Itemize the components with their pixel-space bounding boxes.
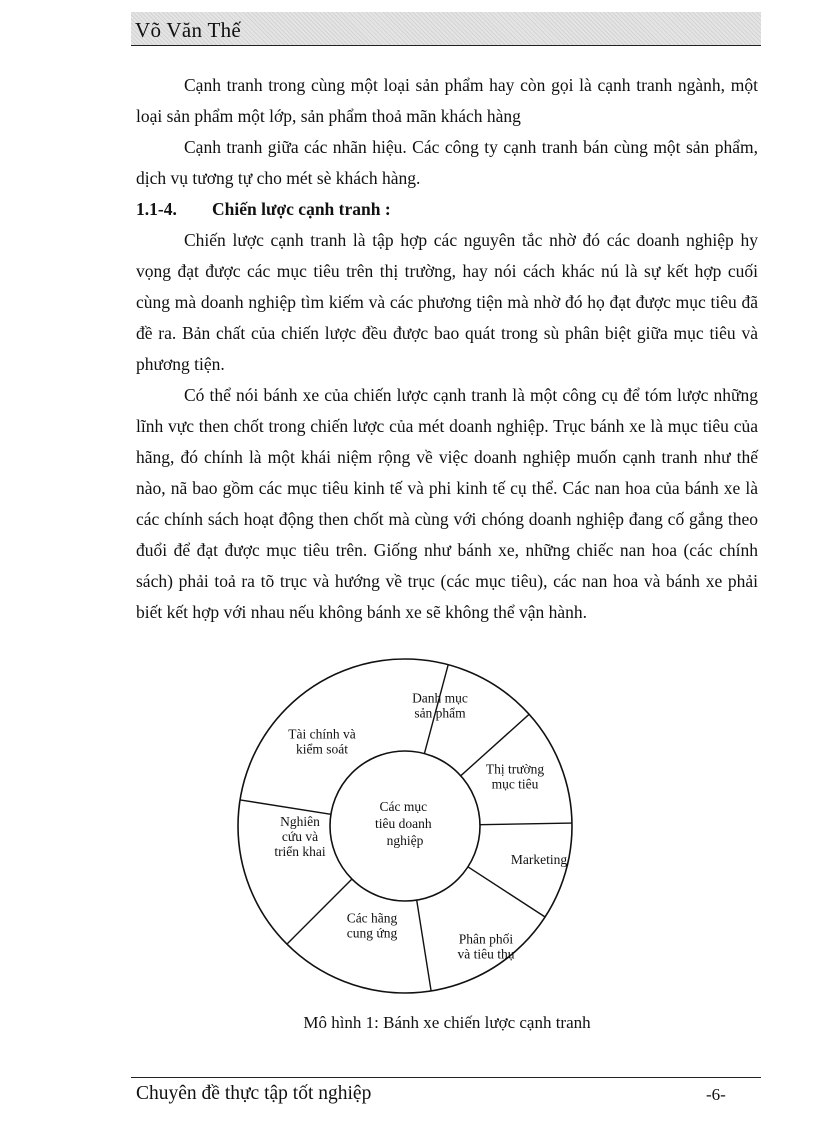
segment-label-line: Các hãng	[346, 910, 398, 926]
segment-label-line: Danh mục	[412, 690, 468, 706]
segment-label	[412, 691, 468, 721]
segment-label	[274, 814, 326, 859]
wheel-spoke	[480, 823, 572, 825]
paragraph: Cạnh tranh giữa các nhãn hiệu. Các công ty cạnh tranh bán cùng một sản phẩm, dịch vụ tương tự cho mét sè khách hàng.	[136, 137, 758, 188]
segment-label-line: Phân phối	[458, 931, 514, 947]
page-header	[131, 12, 761, 46]
segment-label	[511, 852, 567, 867]
body-text-bottom	[136, 225, 758, 628]
segment-label	[347, 911, 398, 941]
wheel-spoke	[417, 900, 431, 991]
footer-title: Chuyên đề thực tập tốt nghiệp	[136, 1083, 372, 1104]
segment-label-line: và tiêu thụ	[457, 946, 515, 962]
segment-label	[486, 762, 545, 792]
segment-label-line: kiểm soát	[295, 741, 349, 757]
paragraph: Có thể nói bánh xe của chiến lược cạnh tranh là một công cụ để tóm lược những lĩnh vực then chốt trong chiến lược của mét doanh nghiệp. Trục bánh xe là mục tiêu của hãng, đó chính là một khái niệm rộng về việc doanh nghiệp muốn cạnh tranh như thế nào, nã bao gồm các mục tiêu kinh tế và phi kinh tế cụ thể. Các nan hoa của bánh xe là các chính sách hoạt động then chốt mà cùng với chóng doanh nghiệp đang cố gắng theo đuổi để đạt được mục tiêu trên. Giống như bánh xe, những chiếc nan hoa (các chính sách) phải toả ra tõ trục và hướng về trục (các mục tiêu), các nan hoa và bánh xe phải biết kết hợp với nhau nếu không bánh xe sẽ không thể vận hành.	[136, 385, 758, 622]
section-heading	[136, 194, 758, 225]
segment-label-line: cứu và	[281, 829, 319, 844]
wheel-spoke	[468, 867, 545, 917]
hub-label-line: Các mục	[379, 799, 428, 814]
segment-label-line: Tài chính và	[288, 726, 356, 742]
page-number: -6-	[706, 1085, 726, 1104]
segment-label-line: Marketing	[510, 852, 568, 867]
segment-label-line: cung ứng	[346, 925, 398, 941]
header-author: Võ Văn Thế	[135, 18, 242, 42]
hub-label-line: tiêu doanh	[375, 816, 432, 831]
segment-label-line: Nghiên	[280, 814, 320, 829]
paragraph: Chiến lược cạnh tranh là tập hợp các nguyên tắc nhờ đó các doanh nghiệp hy vọng đạt được các mục tiêu trên thị trường, hay nói cách khác nú là sự kết hợp cuối cùng mà doanh nghiệp tìm kiếm và các phương tiện mà nhờ đó họ đạt được mục tiêu đã đề ra. Bản chất của chiến lược đều được bao quát trong sù phân biệt giữa mục tiêu và phương tiện.	[136, 230, 758, 374]
paragraph: Cạnh tranh trong cùng một loại sản phẩm hay còn gọi là cạnh tranh ngành, một loại sản phẩm một lớp, sản phẩm thoả mãn khách hàng	[136, 75, 758, 126]
figure-caption: Mô hình 1: Bánh xe chiến lược cạnh tranh	[303, 1013, 591, 1032]
section-number: 1.1-4.	[136, 199, 177, 219]
footer-rule	[131, 1077, 761, 1078]
body-text-top	[136, 70, 758, 194]
strategy-wheel-diagram	[226, 640, 584, 1012]
segment-label-line: sản phẩm	[414, 705, 466, 721]
wheel-spoke	[240, 800, 331, 814]
segment-label-line: mục tiêu	[491, 776, 539, 792]
segment-label-line: Thị trường	[485, 761, 545, 777]
hub-label-line: nghiệp	[386, 833, 424, 848]
segment-label	[288, 727, 355, 757]
segment-label	[458, 932, 515, 962]
wheel-spoke	[287, 879, 352, 944]
segment-label-line: triển khai	[274, 844, 326, 859]
section-title: Chiến lược cạnh tranh :	[212, 199, 391, 219]
